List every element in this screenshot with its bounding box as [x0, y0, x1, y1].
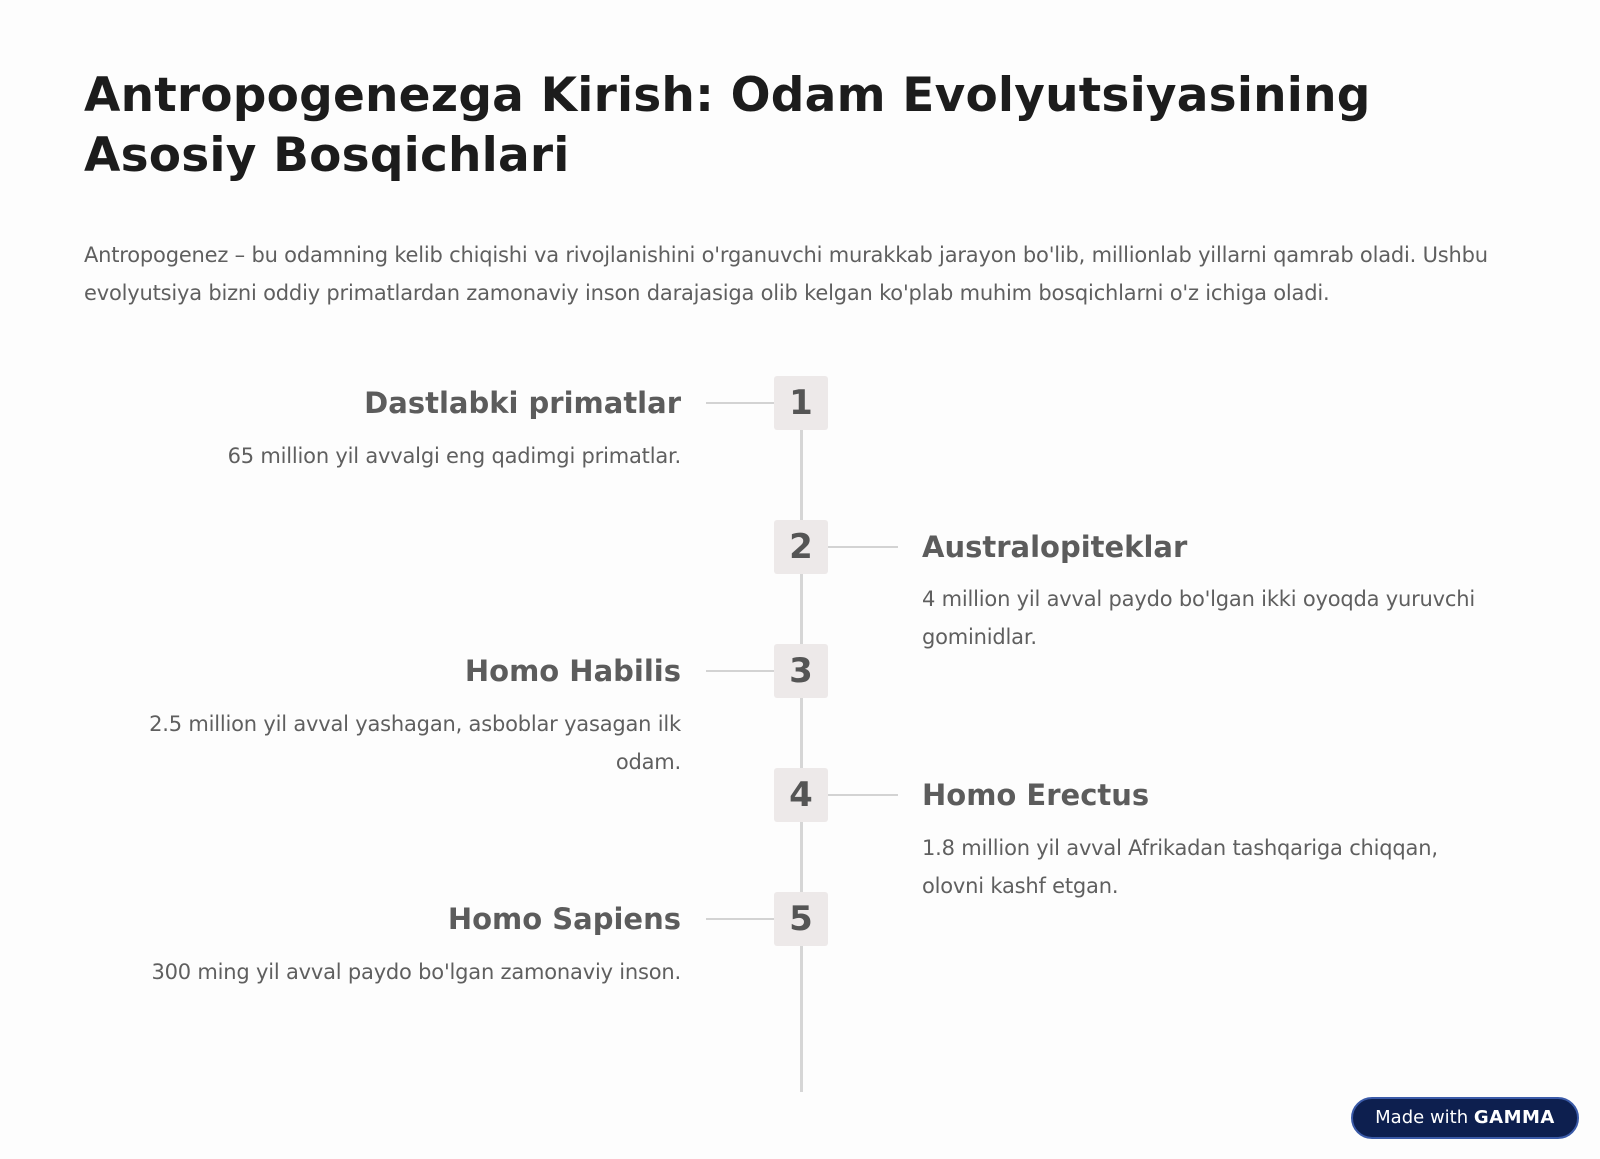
made-with-gamma-badge[interactable] [1351, 1097, 1579, 1139]
step-number-badge: 5 [774, 892, 828, 946]
step-title: Homo Habilis [464, 654, 681, 688]
step-title: Australopiteklar [922, 530, 1188, 564]
step-description: 1.8 million yil avval Afrikadan tashqariga chiqqan, olovni kashf etgan. [922, 836, 1438, 898]
step-title: Homo Erectus [922, 778, 1150, 812]
timeline-connector [828, 546, 898, 548]
step-number-badge: 1 [774, 376, 828, 430]
gamma-logo: GAMMA [1473, 1107, 1555, 1128]
step-title: Dastlabki primatlar [364, 386, 681, 420]
step-description: 65 million yil avvalgi eng qadimgi primatlar. [227, 444, 681, 468]
step-description: 4 million yil avval paydo bo'lgan ikki oyoqda yuruvchi gominidlar. [922, 587, 1475, 649]
timeline-connector [706, 670, 774, 672]
step-description: 2.5 million yil avval yashagan, asboblar yasagan ilk odam. [149, 712, 681, 774]
step-title: Homo Sapiens [447, 902, 681, 936]
badge-prefix-text: Made with [1375, 1107, 1469, 1128]
step-description: 300 ming yil avval paydo bo'lgan zamonaviy inson. [151, 960, 681, 984]
timeline-connector [828, 794, 898, 796]
page-title: Antropogenezga Kirish: Odam Evolyutsiyasining Asosiy Bosqichlari [84, 68, 1371, 183]
step-number-badge: 4 [774, 768, 828, 822]
timeline-connector [706, 918, 774, 920]
timeline-connector [706, 402, 774, 404]
intro-paragraph: Antropogenez – bu odamning kelib chiqishi va rivojlanishini o'rganuvchi murakkab jarayon bo'lib, millionlab yillarni qamrab oladi. Ushbu evolyutsiya bizni oddiy primatlardan zamonaviy inson darajasiga olib kelgan ko'plab muhim bosqichlarni o'z ichiga oladi. [84, 243, 1488, 305]
step-number-badge: 3 [774, 644, 828, 698]
step-number-badge: 2 [774, 520, 828, 574]
